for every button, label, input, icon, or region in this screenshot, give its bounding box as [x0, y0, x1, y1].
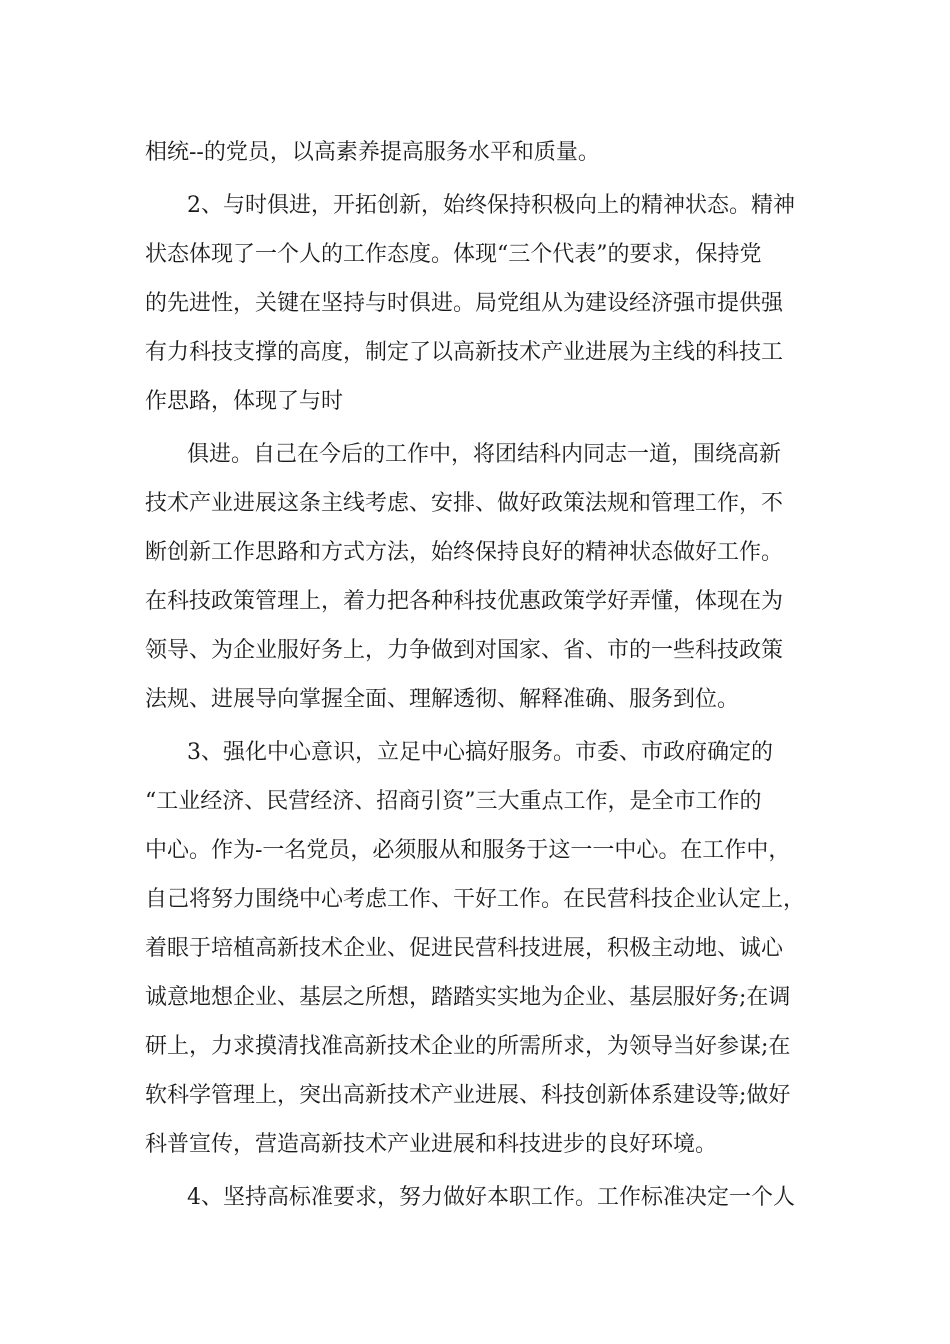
- text-line: 中心。作为-一名党员，必须服从和服务于这一一中心。在工作中，: [145, 838, 791, 863]
- text-line: 诚意地想企业、基层之所想，踏踏实实地为企业、基层服好务;在调: [145, 985, 791, 1010]
- text-line: 领导、为企业服好务上，力争做到对国家、省、市的一些科技政策: [145, 638, 784, 663]
- text-line: 着眼于培植高新技术企业、促进民营科技进展，积极主动地、诚心: [145, 936, 784, 961]
- text-line: 有力科技支撑的高度，制定了以高新技术产业进展为主线的科技工: [145, 340, 784, 365]
- body-text: [145, 128, 825, 1222]
- text-line: 在科技政策管理上，着力把各种科技优惠政策学好弄懂，体现在为: [145, 589, 784, 614]
- text-line: 研上，力求摸清找准高新技术企业的所需所求，为领导当好参谋;在: [145, 1034, 791, 1059]
- text-line: 软科学管理上，突出高新技术产业进展、科技创新体系建设等;做好: [145, 1083, 791, 1108]
- text-line: 法规、进展导向掌握全面、理解透彻、解释准确、服务到位。: [145, 687, 740, 712]
- text-line: 的先进性，关键在坚持与时俱进。局党组从为建设经济强市提供强: [145, 291, 784, 316]
- text-line: “工业经济、民营经济、招商引资”三大重点工作，是全市工作的: [145, 789, 762, 814]
- text-line: 作思路，体现了与时: [145, 389, 344, 414]
- text-line: 2、与时俱进，开拓创新，始终保持积极向上的精神状态。精神: [187, 193, 795, 218]
- text-line: 4、坚持高标准要求，努力做好本职工作。工作标准决定一个人: [187, 1185, 795, 1210]
- text-line: 断创新工作思路和方式方法，始终保持良好的精神状态做好工作。: [145, 540, 784, 565]
- text-line: 技术产业进展这条主线考虑、安排、做好政策法规和管理工作，不: [145, 491, 784, 516]
- text-line: 状态体现了一个人的工作态度。体现“三个代表”的要求，保持党: [145, 242, 762, 267]
- text-line: 科普宣传，营造高新技术产业进展和科技进步的良好环境。: [145, 1132, 718, 1157]
- text-line: 俱进。自己在今后的工作中，将团结科内同志一道，围绕高新: [187, 442, 782, 467]
- text-line: 自己将努力围绕中心考虑工作、干好工作。在民营科技企业认定上，: [145, 887, 806, 912]
- text-line: 相统--的党员，以高素养提高服务水平和质量。: [145, 140, 600, 165]
- text-line: 3、强化中心意识，立足中心搞好服务。市委、市政府确定的: [187, 740, 773, 765]
